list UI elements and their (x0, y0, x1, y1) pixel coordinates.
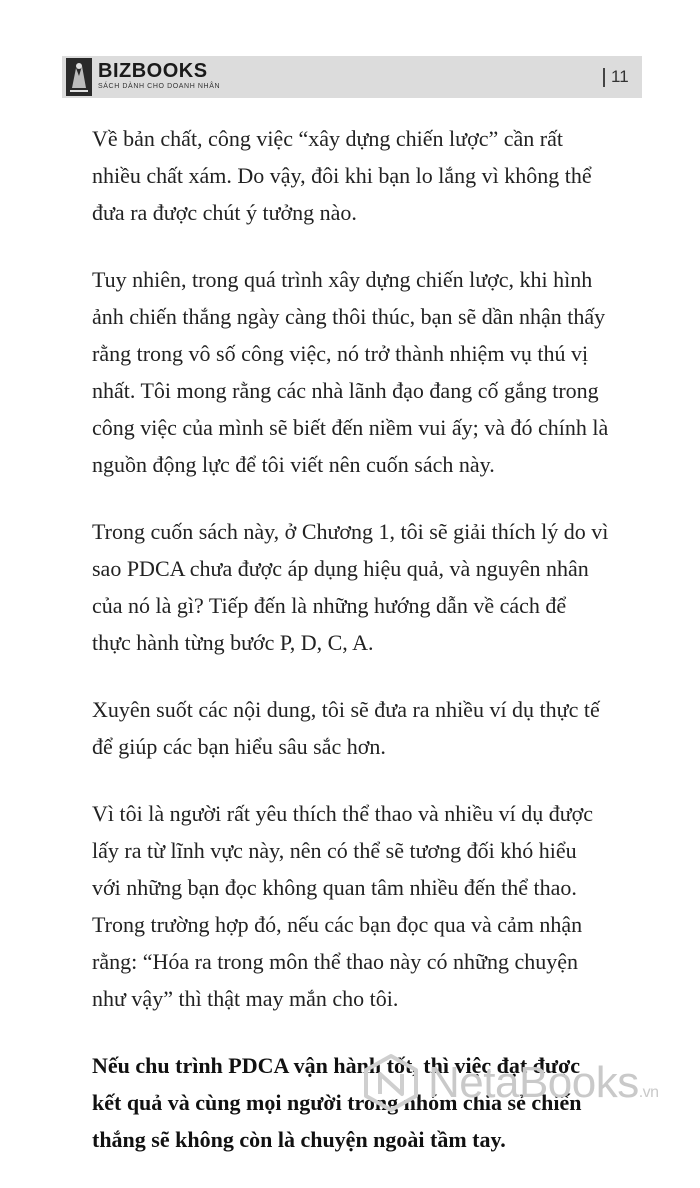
paragraph-2: Tuy nhiên, trong quá trình xây dựng chiến lược, khi hình ảnh chiến thắng ngày càng thôi thúc, bạn sẽ dần nhận thấy rằng trong vô số công việc, nó trở thành nhiệm vụ thú vị nhất. Tôi mong rằng các nhà lãnh đạo đang cố gắng trong công việc của mình sẽ biết đến niềm vui ấy; và đó chính là nguồn động lực để tôi viết nên cuốn sách này. (92, 267, 609, 477)
brand-tagline: SÁCH DÀNH CHO DOANH NHÂN (98, 83, 221, 90)
page-number: 11 (611, 67, 629, 86)
paragraph-1: Về bản chất, công việc “xây dựng chiến lược” cần rất nhiều chất xám. Do vậy, đôi khi bạn lo lắng vì không thể đưa ra được chút ý tưởng nào. (92, 126, 592, 225)
watermark-brand: NetaBooks (428, 1058, 639, 1107)
closing-bold-paragraph: Nếu chu trình PDCA vận hành tốt, thì việc đạt được kết quả và cùng mọi người trong nhóm chia sẻ chiến thắng sẽ không còn là chuyện ngoài tầm tay. (92, 1053, 582, 1152)
paragraph-4: Xuyên suốt các nội dung, tôi sẽ đưa ra nhiều ví dụ thực tế để giúp các bạn hiểu sâu sắc hơn. (92, 697, 600, 759)
watermark-suffix: .vn (638, 1084, 659, 1101)
netabooks-logo-icon (360, 1052, 422, 1114)
paragraph-5: Vì tôi là người rất yêu thích thể thao và nhiều ví dụ được lấy ra từ lĩnh vực này, nên có thể sẽ tương đối khó hiểu với những bạn đọc không quan tâm nhiều đến thể thao. Trong trường hợp đó, nếu các bạn đọc qua và cảm nhận rằng: “Hóa ra trong môn thể thao này có những chuyện như vậy” thì thật may mắn cho tôi. (92, 801, 594, 1011)
page-body (92, 120, 610, 1188)
watermark-text (428, 1060, 659, 1116)
page-number-divider (603, 68, 605, 87)
brand-logo-text: BIZBOOKS (98, 60, 208, 82)
paragraph-3: Trong cuốn sách này, ở Chương 1, tôi sẽ giải thích lý do vì sao PDCA chưa được áp dụng hiệu quả, và nguyên nhân của nó là gì? Tiếp đến là những hướng dẫn về cách để thực hành từng bước P, D, C, A. (92, 519, 609, 655)
watermark (360, 1052, 690, 1112)
bizbooks-logo-icon (66, 58, 92, 96)
